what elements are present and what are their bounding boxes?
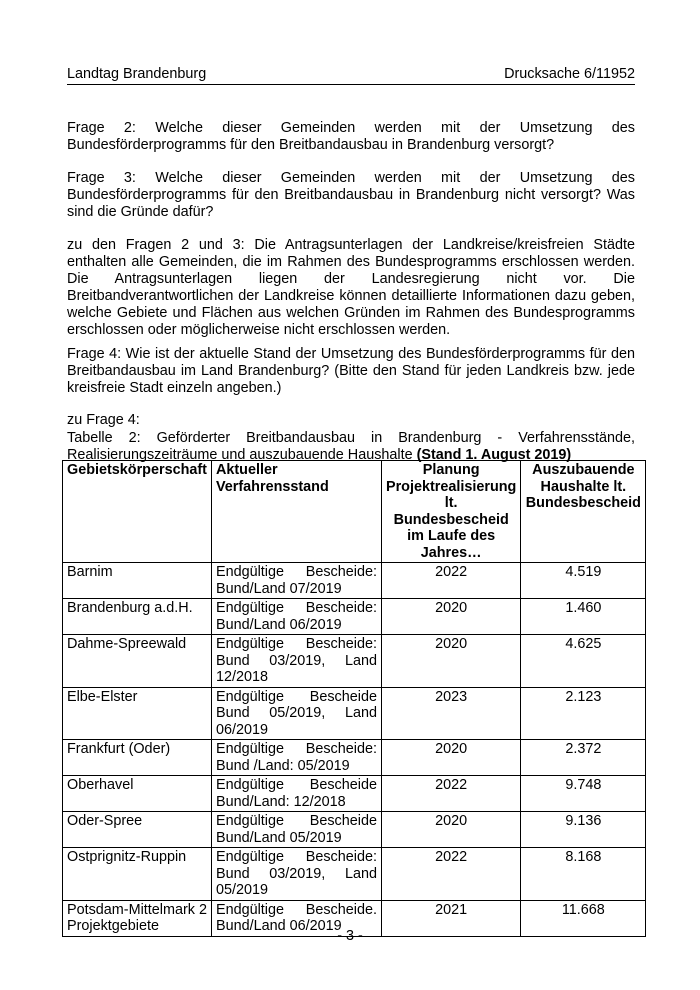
answer-4-label: zu Frage 4: (67, 412, 140, 428)
households-cell: 8.168 (521, 848, 646, 901)
table-row (63, 599, 646, 635)
table-caption (67, 430, 635, 464)
table-row (63, 776, 646, 812)
table-row (63, 563, 646, 599)
status-cell: Endgültige Bescheide: Bund 03/2019, Land 12/2018 (211, 635, 381, 688)
column-header: Aktueller Verfahrensstand (211, 461, 381, 563)
table-row (63, 635, 646, 688)
region-cell: Ostprignitz-Ruppin (63, 848, 212, 901)
households-cell: 2.372 (521, 740, 646, 776)
table-row (63, 740, 646, 776)
region-cell: Oder-Spree (63, 812, 212, 848)
region-cell: Barnim (63, 563, 212, 599)
households-cell: 2.123 (521, 687, 646, 740)
year-cell: 2022 (381, 848, 520, 901)
year-cell: 2022 (381, 776, 520, 812)
status-cell: Endgültige Bescheide Bund/Land: 12/2018 (211, 776, 381, 812)
region-cell: Frankfurt (Oder) (63, 740, 212, 776)
table-caption-main: Tabelle 2: Geförderter Breitbandausbau in Brandenburg - Verfahrensstände, Realisierungszeiträume und auszubauende Haushalte (67, 430, 635, 463)
region-cell: Oberhavel (63, 776, 212, 812)
year-cell: 2022 (381, 563, 520, 599)
header-divider (67, 84, 635, 85)
question-2: Frage 2: Welche dieser Gemeinden werden mit der Umsetzung des Bundesförderprogramms für den Breitbandausbau in Brandenburg versorgt? (67, 120, 635, 153)
table-row (63, 812, 646, 848)
answer-2-3: zu den Fragen 2 und 3: Die Antragsunterlagen der Landkreise/kreisfreien Städte enthalten alle Gemeinden, die im Rahmen des Bundesprogramms erschlossen werden. Die Antragsunterlagen liegen der Landesregierung nicht vor. Die Breitbandverantwortlichen der Landkreise können detaillierte Informationen dazu geben, welche Gebiete und Flächen aus welchen Gründen im Rahmen des Bundesprogramms erschlossen oder möglicherweise nicht erschlossen werden. (67, 237, 635, 338)
page-header (67, 66, 635, 83)
column-header: Gebietskörperschaft (63, 461, 212, 563)
table-row (63, 687, 646, 740)
year-cell: 2020 (381, 812, 520, 848)
year-cell: 2020 (381, 635, 520, 688)
households-cell: 11.668 (521, 900, 646, 936)
status-cell: Endgültige Bescheide: Bund/Land 06/2019 (211, 599, 381, 635)
year-cell: 2023 (381, 687, 520, 740)
status-cell: Endgültige Bescheide: Bund/Land 07/2019 (211, 563, 381, 599)
header-left: Landtag Brandenburg (67, 66, 207, 82)
households-cell: 9.748 (521, 776, 646, 812)
year-cell: 2021 (381, 900, 520, 936)
status-cell: Endgültige Bescheide: Bund 03/2019, Land 05/2019 (211, 848, 381, 901)
status-cell: Endgültige Bescheide: Bund /Land: 05/2019 (211, 740, 381, 776)
status-cell: Endgültige Bescheide Bund 05/2019, Land 06/2019 (211, 687, 381, 740)
column-header: Auszubauende Haushalte lt. Bundesbescheid (521, 461, 646, 563)
column-header: Planung Projektrealisierung lt. Bundesbescheid im Laufe des Jahres… (381, 461, 520, 563)
question-4: Frage 4: Wie ist der aktuelle Stand der Umsetzung des Bundesförderprogramms für den Breitbandausbau im Land Brandenburg? (Bitte den Stand für jeden Landkreis bzw. jede kreisfreie Stadt einzeln angeben.) (67, 346, 635, 396)
region-cell: Potsdam-Mittelmark 2 Projektgebiete (63, 900, 212, 936)
status-cell: Endgültige Bescheide. Bund/Land 06/2019 (211, 900, 381, 936)
table-row (63, 848, 646, 901)
year-cell: 2020 (381, 740, 520, 776)
region-cell: Elbe-Elster (63, 687, 212, 740)
broadband-table (62, 460, 646, 937)
households-cell: 4.519 (521, 563, 646, 599)
households-cell: 1.460 (521, 599, 646, 635)
region-cell: Brandenburg a.d.H. (63, 599, 212, 635)
households-cell: 4.625 (521, 635, 646, 688)
year-cell: 2020 (381, 599, 520, 635)
question-3: Frage 3: Welche dieser Gemeinden werden mit der Umsetzung des Bundesförderprogramms für den Breitbandausbau in Brandenburg nicht versorgt? Was sind die Gründe dafür? (67, 170, 635, 220)
table-header-row (63, 461, 646, 563)
page-number: - 3 - (337, 928, 363, 944)
households-cell: 9.136 (521, 812, 646, 848)
table-caption-date: (Stand 1. August 2019) (416, 447, 572, 463)
header-right: Drucksache 6/11952 (504, 66, 635, 82)
region-cell: Dahme-Spreewald (63, 635, 212, 688)
status-cell: Endgültige Bescheide Bund/Land 05/2019 (211, 812, 381, 848)
